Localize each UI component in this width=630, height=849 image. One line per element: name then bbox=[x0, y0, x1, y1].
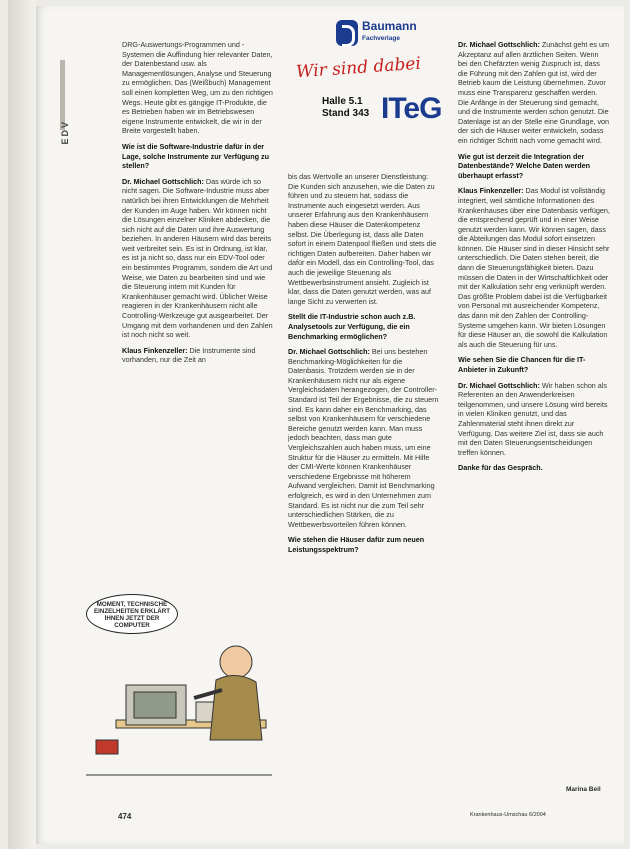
speaker-name: Dr. Michael Gottschlich: bbox=[458, 380, 540, 390]
body-paragraph: bis das Wertvolle an unserer Dienstleistung: Die Kunden sich anzusehen, wie die Daten zu führen und zu steuern hat, sodass die Instrumente auch eingesetzt werden. Aus unserer Erfahrung aus den Krankenhäusern haben diese Häuser die Datenkompetenz selbst. Die Überlegung ist, dass alle Daten sofort in einem Datenpool fließen und stets die richtigen Daten aufbereiten. Daher haben wir dafür ein Modell, das ein Controlling-Tool, das auch die jeweilige Steuerung als Wettbewerbsinstrument ansieht. Zugleich ist klar, dass die Daten genutzt werden, was auf lange Sicht zu verwerten ist. bbox=[288, 172, 437, 306]
answer-text: Die Instrumente sind vorhanden, nur die Zeit an bbox=[122, 345, 256, 365]
brand-subtitle: Fachverlage bbox=[362, 35, 400, 42]
interview-question: Wie gut ist derzeit die Integration der Datenbestände? Welche Daten werden überhaupt erfasst? bbox=[458, 151, 591, 180]
section-label: EDV bbox=[60, 120, 70, 145]
speaker-name: Dr. Michael Gottschlich: bbox=[288, 347, 370, 357]
page-gutter bbox=[8, 0, 36, 849]
interview-answer bbox=[122, 346, 274, 365]
interview-question: Danke für das Gespräch. bbox=[458, 463, 543, 473]
interview-answer bbox=[288, 347, 440, 529]
column-1 bbox=[122, 40, 274, 640]
answer-text: Bei uns bestehen Benchmarking-Möglichkeiten für die Datenbasis. Trotzdem werden sie in der Krankenhäusern nicht nur als eigene Vergleichsdaten herangezogen, der Controller-Standard ist Teil der Ergebnisse, die zu steuern sind. Es kann daher ein Benchmarking, das selbst von Krankenhäusern für verschiedene Bereiche genutzt werden kann. Man muss jedoch beachten, dass man gute Vergleichszahlen auch haben muss, um eine Struktur für die Häuser zu ermitteln. Mit Hilfe der CMI-Werte können Krankenhäuser verschiedene Ergebnisse mit höherem Aufwand vergleichen. Damit ist Benchmarking erfolgreich, es wird in den Unternehmen zum Standard. Es ist nicht nur die zum Teil sehr unterschiedlichen Stärken, die zu Wettbewerbsvorteilen führen können. bbox=[288, 347, 439, 529]
hall-stand bbox=[322, 96, 369, 120]
column-3 bbox=[458, 40, 610, 780]
speaker-name: Klaus Finkenzeller: bbox=[122, 345, 188, 355]
speaker-name: Klaus Finkenzeller: bbox=[458, 186, 524, 196]
page-number: 474 bbox=[118, 812, 132, 821]
interview-question: Wie sehen Sie die Chancen für die IT-Anbieter in Zukunft? bbox=[458, 355, 586, 374]
author-name: Marina Beil bbox=[566, 786, 601, 793]
answer-text: Das Modul ist vollständig integriert, weil sämtliche Informationen des Krankenhauses über eine Datenbasis verfügen, die entsprechend geprüft und in einer Weise genutzt werden kann. Wir können sagen, dass die Abteilungen das Modul sofort einsetzen können. Die Häuser sind in dieser Hinsicht sehr unterschiedlich. Die Daten stehen bereit, die dann die Steuerungsfähigkeit bieten. Dazu müssen die Daten in der Wirtschaftlichkeit oder mit der Kalkulation sehr eng verknüpft werden. Das größte Problem dabei ist die Verfügbarkeit von Personal mit ausreichender Kompetenz, das dann mit den Zahlen der Controlling-Systeme umgehen kann. Wir bieten Lösungen für diese Häuser an, die sowohl die Kalkulation als auch die Steuerung für uns. bbox=[458, 186, 610, 349]
stand-number: Stand 343 bbox=[322, 108, 370, 119]
interview-question: Wie ist die Software-Industrie dafür in der Lage, solche Instrumente zur Verfügung zu stellen? bbox=[122, 141, 269, 171]
advert-box bbox=[286, 14, 446, 164]
iteg-logo: ITeG bbox=[381, 92, 442, 125]
answer-text: Zunächst geht es um Akzeptanz auf allen ärztlichen Seiten. Wenn bei den Chefärzten wenig Zuspruch ist, dass die Führung mit den Zahlen gut ist, wird der Betrieb kaum die Leistung übernehmen. Zuvor muss eine Transparenz geschaffen werden. Die Anfänge in der Steuerung sind gemacht, und die Instrumente werden schon genutzt. Die Datenlage ist an der Stelle eine Grundlage, von der sich die Häuser weiter entwickeln, sodass ein richtiger Schritt nach vorne gemacht wird. bbox=[458, 40, 610, 145]
column-2 bbox=[288, 172, 440, 770]
interview-question: Stellt die IT-Industrie schon auch z.B. Analysetools zur Verfügung, die ein Benchmarking ermöglichen? bbox=[288, 312, 416, 341]
interview-answer bbox=[122, 177, 274, 340]
interview-answer bbox=[458, 381, 610, 458]
slogan: Wir sind dabei bbox=[295, 53, 422, 83]
interview-answer bbox=[458, 186, 610, 349]
speech-bubble: MOMENT, TECHNISCHE EINZELHEITEN ERKLÄRT IHNEN JETZT DER COMPUTER bbox=[86, 594, 178, 634]
brand-name: Baumann bbox=[362, 19, 417, 33]
interview-question: Wie stehen die Häuser dafür zum neuen Leistungsspektrum? bbox=[288, 535, 425, 554]
baumann-logo-icon bbox=[336, 20, 358, 46]
interview-answer bbox=[458, 40, 610, 146]
speaker-name: Dr. Michael Gottschlich: bbox=[122, 176, 204, 186]
hall-number: Halle 5.1 bbox=[322, 96, 363, 107]
answer-text: Das würde ich so nicht sagen. Die Software-Industrie muss aber natürlich bei ihren Entwicklungen die Mehrheit der Kunden im Auge haben. Wir können nicht die Lösungen einzelner Kliniken abdecken, die sich nicht auf die Daten und ihre Auswertung beziehen. In anderen Häusern wird das bereits weit verbreitet sein. Es ist in Ordnung, ist klar, es ist ja nicht so, dass nur ein EDV-Tool oder ein bestimmtes Programm, sondern die Art und Weise, wie Daten zu bearbeiten sind und wie die Steuerung intern mit Kunden für Krankenhäuser gemacht wird. Üblicher Weise reagieren in der Krankenhäusern nicht alle Controlling-Werkzeuge gut ausgearbeitet. Der Umgang mit dem vorhandenen und den Zahlen ist noch nicht so weit. bbox=[122, 176, 273, 340]
footer-source: Krankenhaus-Umschau 6/2004 bbox=[470, 812, 546, 818]
body-paragraph: DRG-Auswertungs-Programmen und -Systemen die Auffindung hier relevanter Daten, der Datenbestand usw. als Managementlösungen, Analyse und Steuerung zu ermöglichen. Das (Weißbuch) Management soll einen kompletten Weg, um zu den richtigen Wegs. Heute gibt es gängige IT-Produkte, die es Betrieben haben wir im Betriebswesen eigene Instrumente entwickelt, die wir in der Breite vorgestellt haben. bbox=[122, 40, 273, 136]
answer-text: Wir haben schon als Referenten an den Anwenderkreisen teilgenommen, und unsere Lösung wird bereits in vielen Kliniken genutzt, und das Zahlenmaterial steht ihnen direkt zur Verfügung. Das weitere Ziel ist, dass sie auch mit den Daten Steuerungsentscheidungen treffen können. bbox=[458, 380, 608, 457]
speaker-name: Dr. Michael Gottschlich: bbox=[458, 40, 540, 49]
